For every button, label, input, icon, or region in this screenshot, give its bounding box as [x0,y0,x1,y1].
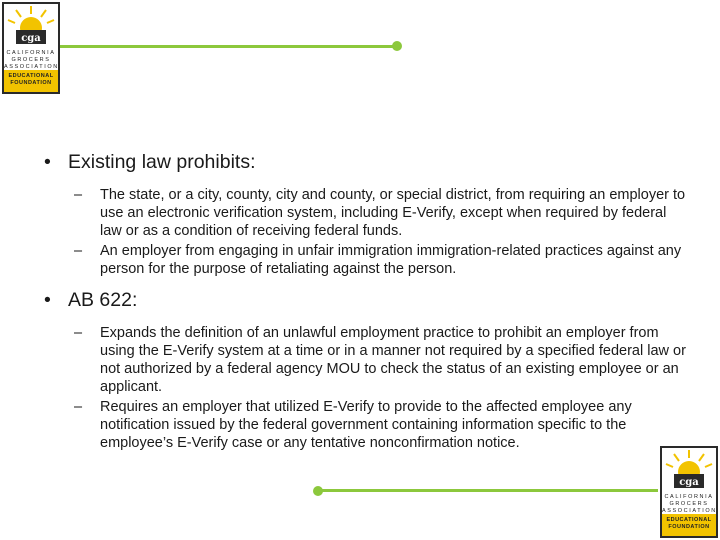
sub-bullet-item [28,324,690,396]
logo-name-line: CALIFORNIA [6,50,56,56]
sub-bullet-text: Requires an employer that utilized E-Verify to provide to the affected employee any notification issued by the federal government containing information specific to the employee’s E-Verify case or any tentative nonconfirmation notice. [100,399,632,451]
logo-initials: cga [679,477,699,488]
logo-foundation-line: FOUNDATION [668,524,710,530]
sub-bullet-item [28,398,690,452]
sub-bullet-text: Expands the definition of an unlawful employment practice to prohibit an employer from using the E-Verify system at a time or in a manner not required by a specified federal law or not authorized by a federal agency MOU to check the status of an existing employee or an applicant. [100,325,686,395]
logo-initials: cga [21,33,41,44]
logo-foundation-band [662,514,716,536]
cga-logo-top [2,2,60,94]
logo-foundation-line: EDUCATIONAL [8,73,54,79]
sun-icon [662,448,716,494]
bullet-item [28,288,690,312]
logo-name-line: GROCERS [669,501,709,507]
dash-marker: – [74,187,83,203]
logo-foundation-line: EDUCATIONAL [666,517,712,523]
logo-name-line: CALIFORNIA [664,494,714,500]
sub-bullet-text: An employer from engaging in unfair immigration immigration-related practices against any person for the purpose of retaliating against the person. [100,243,682,277]
bullet-item [28,150,690,174]
dash-marker: – [74,325,83,341]
logo-foundation-band [4,70,58,92]
logo-name-line: GROCERS [11,57,51,63]
logo-name-line: ASSOCIATION [4,64,59,70]
slide-content [28,150,690,462]
top-divider-dot [392,41,402,51]
sub-bullet-list [28,186,690,278]
sub-bullet-item [28,242,690,278]
bullet-heading: AB 622: [68,289,138,311]
bullet-heading: Existing law prohibits: [68,151,256,173]
logo-foundation-line: FOUNDATION [10,80,52,86]
dash-marker: – [74,243,83,259]
cga-logo-bottom [660,446,718,538]
sub-bullet-text: The state, or a city, county, city and county, or special district, from requiring an employer to use an electronic verification system, including E-Verify, except when required by federal law or as a condition of receiving federal funds. [100,187,686,239]
sub-bullet-list [28,324,690,452]
dash-marker: – [74,399,83,415]
sub-bullet-item [28,186,690,240]
sun-icon [4,4,58,50]
top-divider [60,45,398,48]
bottom-divider [318,489,658,492]
bullet-marker: • [44,289,51,311]
bullet-marker: • [44,151,51,173]
logo-name-line: ASSOCIATION [662,508,717,514]
